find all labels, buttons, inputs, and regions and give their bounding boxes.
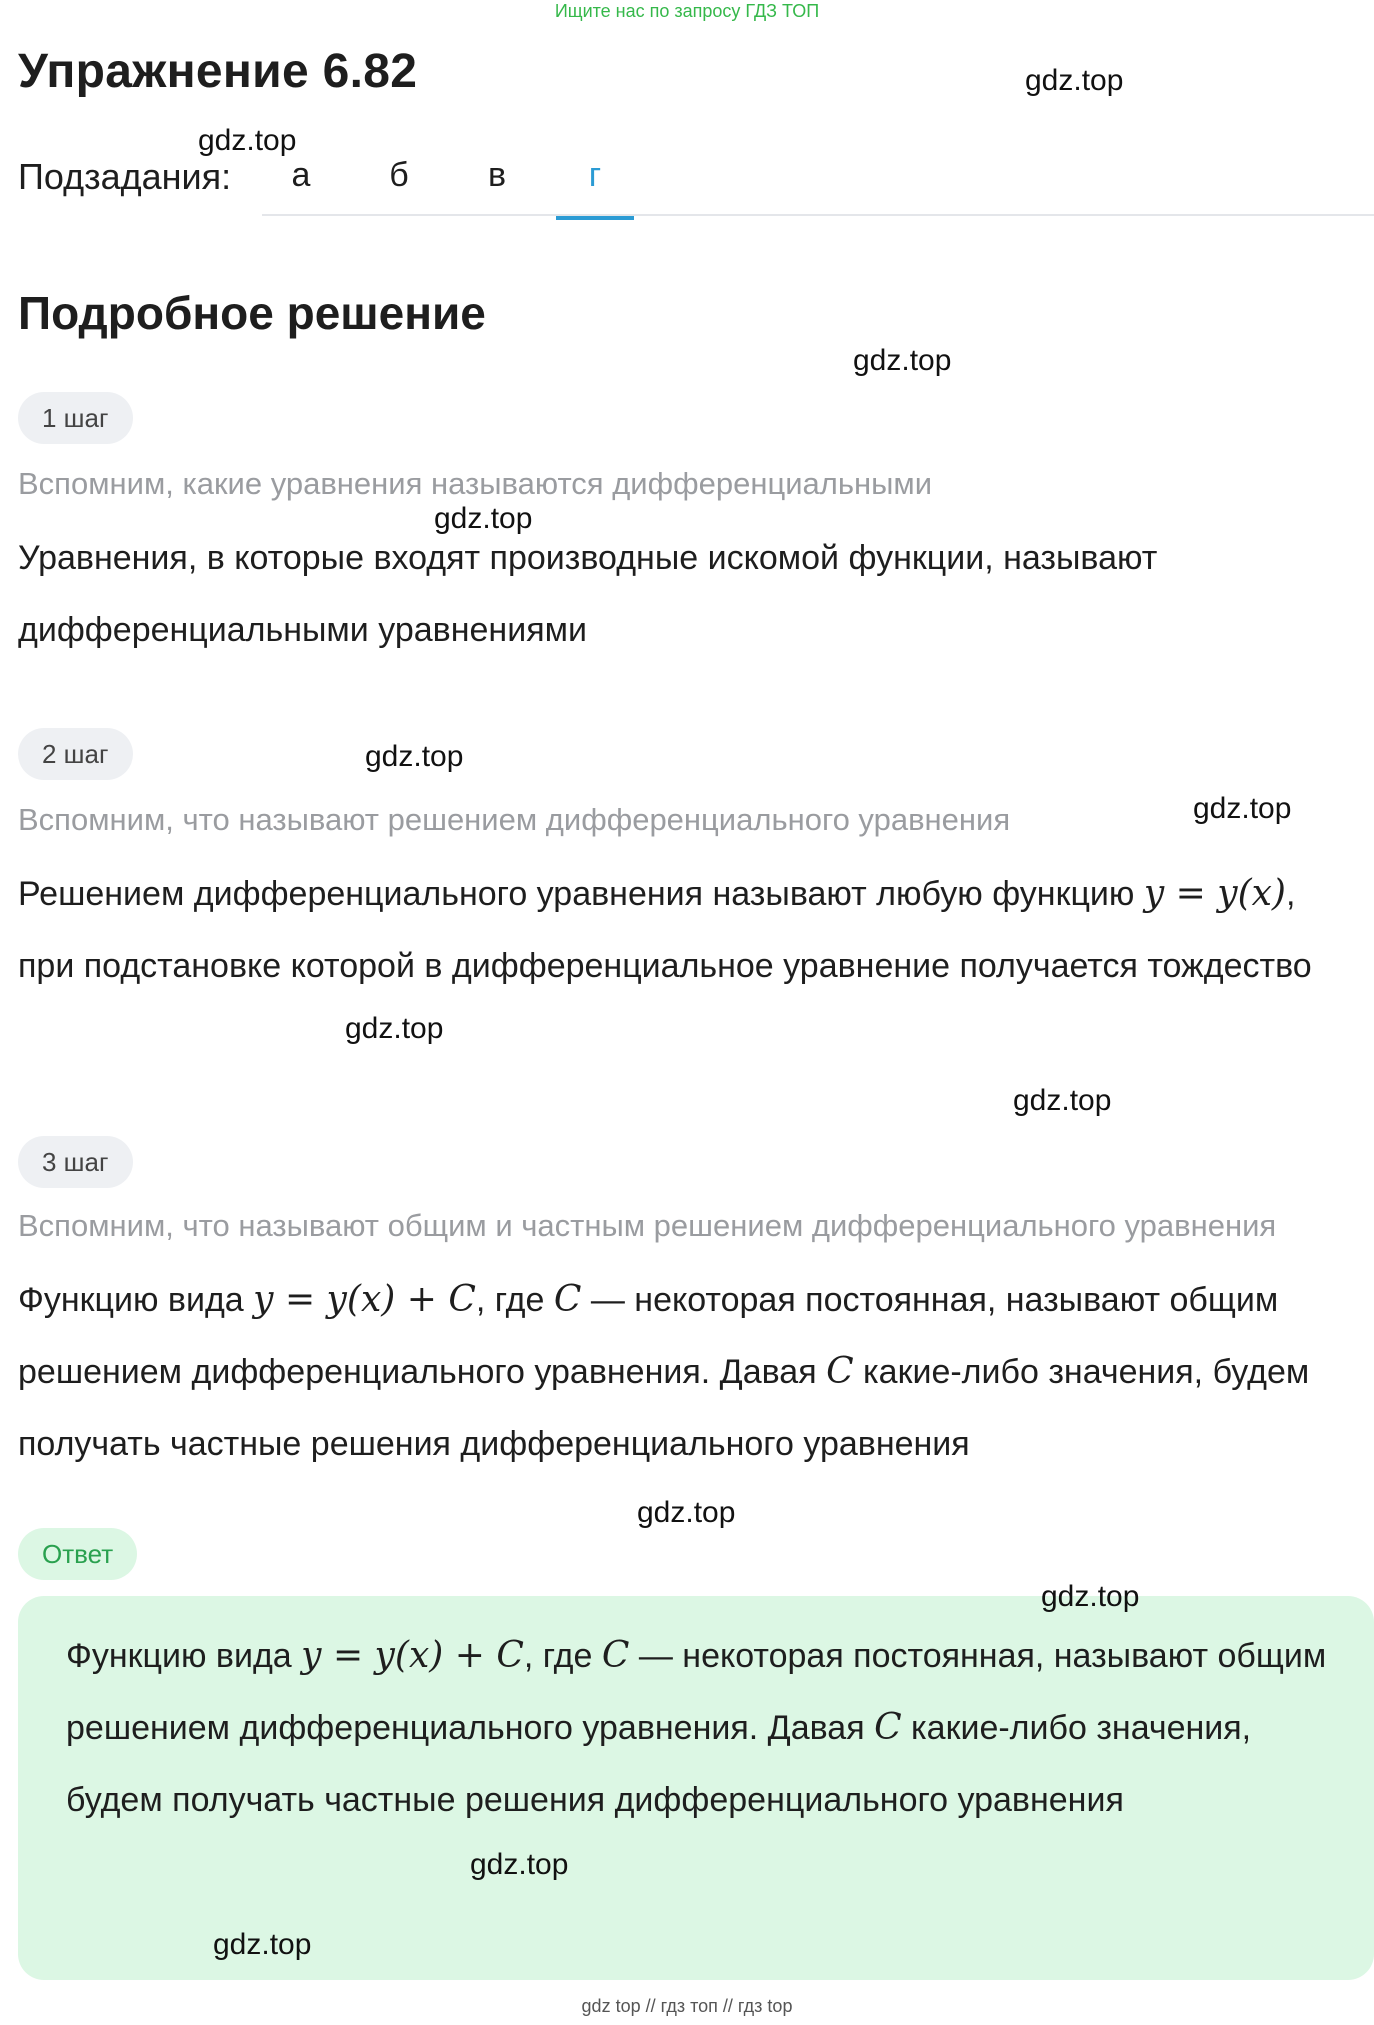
step-2-text-b: , при подстановке которой в дифференциальное уравнение получается тождество [18,875,1312,985]
tab-v[interactable]: в [487,156,507,194]
watermark: gdz.top [345,1012,444,1045]
top-banner: Ищите нас по запросу ГДЗ ТОП [554,1,820,21]
solution-heading: Подробное решение [18,287,486,339]
step-1-badge: 1 шаг [18,392,133,444]
page-title: Упражнение 6.82 [18,45,418,98]
step-3-formula: y = y(x) + C [253,1279,476,1320]
answer-text-b: , где [523,1637,602,1675]
step-3-constant-1: C [553,1279,582,1320]
watermark: gdz.top [1041,1580,1140,1613]
answer-text-a: Функцию вида [66,1637,302,1675]
answer-box [18,1596,1374,1980]
step-1-hint: Вспомним, какие уравнения называются дифференциальными [18,466,933,501]
tab-a[interactable]: а [291,156,311,194]
watermark: gdz.top [1013,1084,1112,1117]
step-3-text-b: , где [475,1281,554,1319]
step-3-text [18,1264,1348,1480]
watermark: gdz.top [365,740,464,773]
step-3-text-a: Функцию вида [18,1281,254,1319]
answer-text [66,1620,1336,1836]
subtasks-label: Подзадания: [18,156,232,197]
answer-text-c: — некоторая постоянная, называют общим решением дифференциального уравнения. Давая [66,1637,1327,1747]
step-3-text-d: какие-либо значения, будем получать частные решения дифференциального уравнения [18,1353,1310,1463]
step-3-text-c: — некоторая постоянная, называют общим решением дифференциального уравнения. Давая [18,1281,1279,1391]
step-3-hint: Вспомним, что называют общим и частным решением дифференциального уравнения [18,1208,1277,1243]
step-2-hint: Вспомним, что называют решением дифференциального уравнения [18,802,1011,837]
tab-g-active[interactable]: г [556,156,634,220]
watermark: gdz.top [853,344,952,377]
watermark: gdz.top [1025,64,1124,97]
watermark: gdz.top [213,1928,312,1961]
step-3-badge: 3 шаг [18,1136,133,1188]
answer-formula: y = y(x) + C [301,1635,524,1676]
answer-constant-2: C [874,1707,902,1748]
answer-text-d: какие-либо значения, будем получать частные решения дифференциального уравнения [66,1709,1252,1819]
step-2-formula: y = y(x) [1143,873,1286,914]
watermark: gdz.top [198,124,297,157]
watermark: gdz.top [1193,792,1292,825]
subtasks-nav [18,150,1374,216]
tab-b[interactable]: б [389,156,409,194]
watermark: gdz.top [470,1848,569,1881]
step-2-text [18,858,1348,1002]
footer-watermark: gdz top // гдз топ // гдз top [581,1996,793,2016]
answer-constant-1: C [601,1635,630,1676]
answer-badge: Ответ [18,1528,137,1580]
step-2-text-a: Решением дифференциального уравнения называют любую функцию [18,875,1144,913]
step-2-badge: 2 шаг [18,728,133,780]
watermark: gdz.top [637,1496,736,1529]
step-1-text: Уравнения, в которые входят производные искомой функции, называют дифференциальными уравнениями [18,539,1158,649]
step-3-constant-2: C [826,1351,854,1392]
watermark: gdz.top [434,502,533,535]
